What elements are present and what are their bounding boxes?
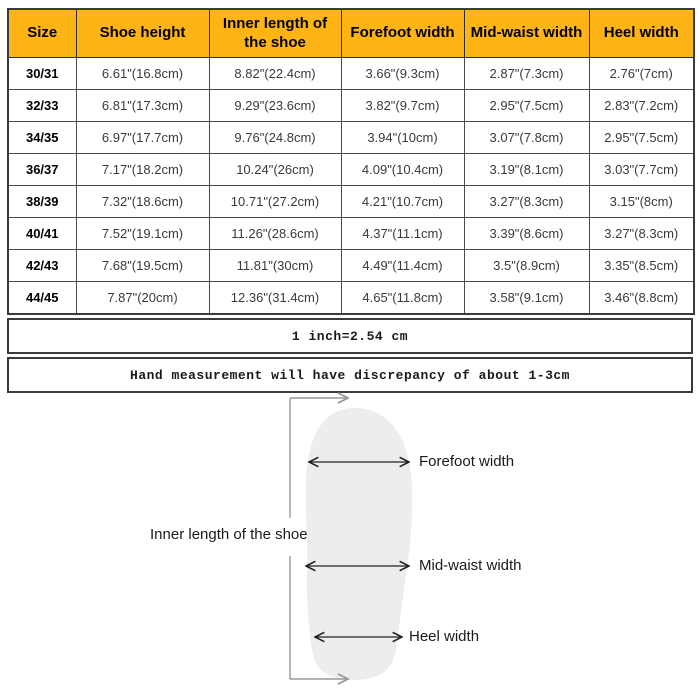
value-cell: 4.09"(10.4cm)	[341, 154, 464, 186]
heel-width-label: Heel width	[409, 628, 480, 645]
value-cell: 2.76"(7cm)	[589, 58, 694, 90]
table-row	[8, 282, 694, 315]
size-cell: 44/45	[8, 282, 76, 315]
table-row	[8, 90, 694, 122]
value-cell: 4.49"(11.4cm)	[341, 250, 464, 282]
value-cell: 2.87"(7.3cm)	[464, 58, 589, 90]
value-cell: 8.82"(22.4cm)	[209, 58, 341, 90]
column-header-inner-length-of-the-shoe: Inner length of the shoe	[209, 9, 341, 58]
size-cell: 40/41	[8, 218, 76, 250]
value-cell: 7.52"(19.1cm)	[76, 218, 209, 250]
value-cell: 2.95"(7.5cm)	[464, 90, 589, 122]
table-row	[8, 154, 694, 186]
value-cell: 3.66"(9.3cm)	[341, 58, 464, 90]
value-cell: 3.58"(9.1cm)	[464, 282, 589, 315]
value-cell: 3.39"(8.6cm)	[464, 218, 589, 250]
table-row	[8, 250, 694, 282]
value-cell: 3.35"(8.5cm)	[589, 250, 694, 282]
value-cell: 4.65"(11.8cm)	[341, 282, 464, 315]
column-header-size: Size	[8, 9, 76, 58]
size-cell: 32/33	[8, 90, 76, 122]
value-cell: 6.97"(17.7cm)	[76, 122, 209, 154]
table-row	[8, 58, 694, 90]
value-cell: 7.68"(19.5cm)	[76, 250, 209, 282]
value-cell: 2.83"(7.2cm)	[589, 90, 694, 122]
table-row	[8, 122, 694, 154]
value-cell: 12.36"(31.4cm)	[209, 282, 341, 315]
value-cell: 6.61"(16.8cm)	[76, 58, 209, 90]
table-row	[8, 186, 694, 218]
value-cell: 7.87"(20cm)	[76, 282, 209, 315]
value-cell: 11.26"(28.6cm)	[209, 218, 341, 250]
value-cell: 7.32"(18.6cm)	[76, 186, 209, 218]
value-cell: 10.24"(26cm)	[209, 154, 341, 186]
column-header-shoe-height: Shoe height	[76, 9, 209, 58]
note-inch-conversion-text: 1 inch=2.54 cm	[8, 319, 692, 353]
midwaist-width-label: Mid-waist width	[419, 557, 522, 574]
value-cell: 3.03"(7.7cm)	[589, 154, 694, 186]
size-table-header-row	[8, 9, 694, 58]
value-cell: 3.82"(9.7cm)	[341, 90, 464, 122]
column-header-mid-waist-width: Mid-waist width	[464, 9, 589, 58]
value-cell: 4.21"(10.7cm)	[341, 186, 464, 218]
note-inch-conversion	[7, 318, 693, 354]
note-hand-measurement-text: Hand measurement will have discrepancy of about 1-3cm	[8, 358, 692, 392]
value-cell: 3.46"(8.8cm)	[589, 282, 694, 315]
value-cell: 9.29"(23.6cm)	[209, 90, 341, 122]
value-cell: 3.5"(8.9cm)	[464, 250, 589, 282]
value-cell: 10.71"(27.2cm)	[209, 186, 341, 218]
size-cell: 30/31	[8, 58, 76, 90]
size-cell: 38/39	[8, 186, 76, 218]
value-cell: 3.15"(8cm)	[589, 186, 694, 218]
column-header-heel-width: Heel width	[589, 9, 694, 58]
value-cell: 3.07"(7.8cm)	[464, 122, 589, 154]
insole-diagram	[0, 386, 700, 700]
value-cell: 2.95"(7.5cm)	[589, 122, 694, 154]
size-cell: 36/37	[8, 154, 76, 186]
table-row	[8, 218, 694, 250]
size-cell: 42/43	[8, 250, 76, 282]
column-header-forefoot-width: Forefoot width	[341, 9, 464, 58]
value-cell: 6.81"(17.3cm)	[76, 90, 209, 122]
forefoot-width-label: Forefoot width	[419, 453, 515, 470]
size-cell: 34/35	[8, 122, 76, 154]
value-cell: 7.17"(18.2cm)	[76, 154, 209, 186]
value-cell: 3.27"(8.3cm)	[589, 218, 694, 250]
insole-diagram-svg	[0, 386, 700, 700]
inner-length-label: Inner length of the shoe	[150, 526, 308, 543]
value-cell: 11.81"(30cm)	[209, 250, 341, 282]
value-cell: 3.94"(10cm)	[341, 122, 464, 154]
value-cell: 4.37"(11.1cm)	[341, 218, 464, 250]
size-chart-sheet	[7, 8, 693, 393]
value-cell: 3.19"(8.1cm)	[464, 154, 589, 186]
size-table	[7, 8, 695, 315]
value-cell: 3.27"(8.3cm)	[464, 186, 589, 218]
insole-shape	[306, 408, 412, 680]
value-cell: 9.76"(24.8cm)	[209, 122, 341, 154]
